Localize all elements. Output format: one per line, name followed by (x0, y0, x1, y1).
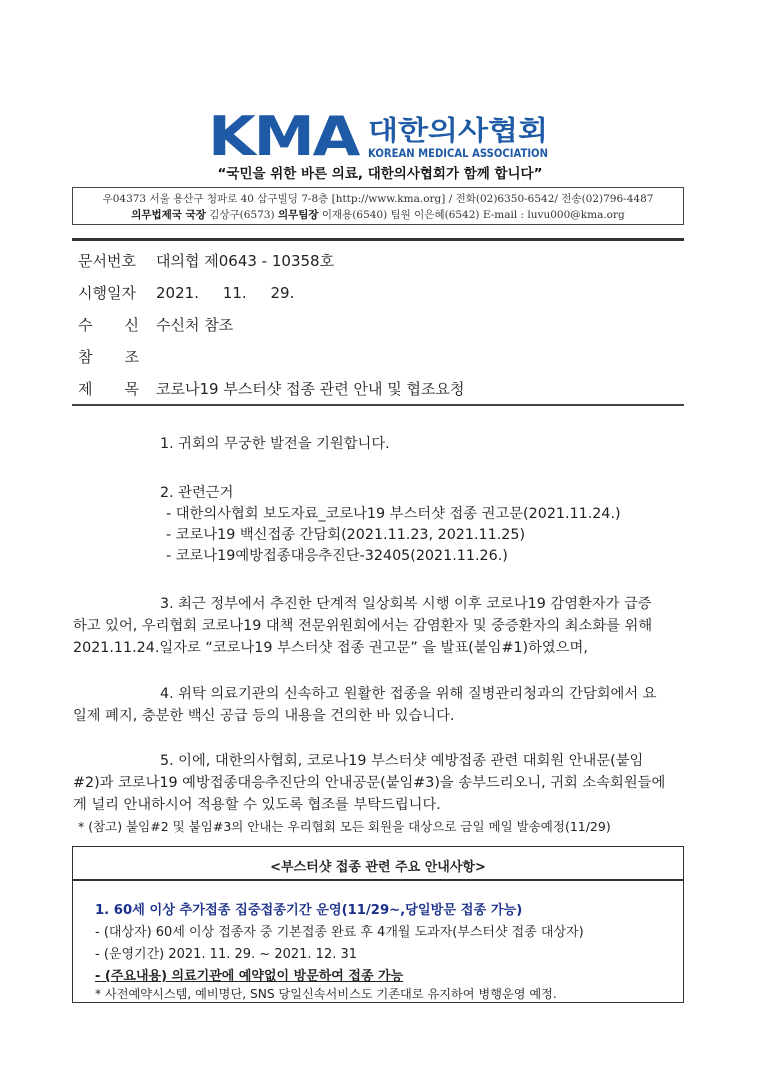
address-line: 우04373 서울 용산구 청파로 40 삼구빌딩 7-8층 [http://www.kma.org] / 전화(02)6350-6542/ 전송(02)796-4487 (102, 193, 654, 205)
subject-row (78, 378, 465, 399)
address-box (72, 187, 684, 225)
notice-line: - (운영기간) 2021. 11. 29. ~ 2021. 12. 31 (95, 947, 358, 962)
paragraph-4-line: 일제 폐지, 충분한 백신 공급 등의 내용을 건의한 바 있습니다. (73, 708, 455, 724)
contact-chief-title: 의무법제국 국장 (131, 209, 206, 221)
contact-director-title: 의무팀장 (277, 209, 319, 221)
notice-line: - (대상자) 60세 이상 접종자 중 기본접종 완료 후 4개월 도과자(부스터샷 접종 대상자) (95, 925, 584, 940)
divider (73, 879, 683, 881)
reference-note: * (참고) 붙임#2 및 붙임#3의 안내는 우리협회 모든 회원을 대상으로 금일 메일 발송예정(11/29) (78, 819, 611, 834)
reference-row (78, 346, 156, 367)
paragraph-3-line: 3. 최근 정부에서 추진한 단계적 일상회복 시행 이후 코로나19 감염환자가 급증 (160, 596, 652, 612)
contact-line (73, 207, 683, 222)
list-item: - 대한의사협회 보도자료_코로나19 부스터샷 접종 권고문(2021.11.24.) (166, 506, 621, 522)
logo-kma-letters: KMA (208, 105, 361, 168)
date-label: 시행일자 (78, 284, 136, 302)
recipient-value: 수신처 참조 (156, 316, 234, 334)
divider (72, 404, 684, 406)
paragraph-3-line: 2021.11.24.일자로 “코로나19 부스터샷 접종 권고문” 을 발표(붙임#1)하였으며, (73, 640, 588, 656)
divider (72, 238, 684, 241)
paragraph-4-line: 4. 위탁 의료기관의 신속하고 원활한 접종을 위해 질병관리청과의 간담회에서 요 (160, 686, 657, 702)
contact-rest: 이재용(6540) 팀원 이은혜(6542) E-mail : luvu000@kma.org (321, 209, 625, 221)
kma-logo (208, 105, 553, 168)
notice-box (72, 846, 684, 1003)
logo-org-name-en: KOREAN MEDICAL ASSOCIATION (368, 146, 548, 160)
reference-label-b: 조 (124, 348, 139, 366)
date-value: 2021. 11. 29. (156, 284, 295, 302)
contact-chief: 김상구(6573) (209, 209, 275, 221)
doc-number-label: 문서번호 (78, 252, 136, 270)
paragraph-5-line: 5. 이에, 대한의사협회, 코로나19 부스터샷 예방접종 관련 대회원 안내문(붙임 (160, 753, 644, 769)
recipient-row (78, 314, 233, 335)
date-row (78, 282, 294, 303)
paragraph-5-line: 게 널리 안내하시어 적용할 수 있도록 협조를 부탁드립니다. (73, 797, 441, 813)
paragraph-3-line: 하고 있어, 우리협회 코로나19 대책 전문위원회에서는 감염환자 및 중증환자의 최소화를 위해 (73, 618, 653, 634)
paragraph-5-line: #2)과 코로나19 예방접종대응추진단의 안내공문(붙임#3)을 송부드리오니, 귀회 소속회원들에 (73, 775, 666, 791)
notice-note: * 사전예약시스템, 예비명단, SNS 당일신속서비스도 기존대로 유지하여 병행운영 예정. (95, 987, 557, 1001)
reference-label-a: 참 (78, 348, 93, 366)
slogan: “국민을 위한 바른 의료, 대한의사협회가 함께 합니다” (217, 166, 543, 182)
list-item: - 코로나19예방접종대응추진단-32405(2021.11.26.) (166, 548, 508, 564)
doc-number-row (78, 250, 334, 271)
subject-value: 코로나19 부스터샷 접종 관련 안내 및 협조요청 (156, 380, 465, 398)
logo-org-name-ko: 대한의사협회 (368, 116, 525, 147)
paragraph-1: 1. 귀회의 무궁한 발전을 기원합니다. (160, 436, 390, 452)
paragraph-2-title: 2. 관련근거 (160, 485, 234, 501)
list-item: - 코로나19 백신접종 간담회(2021.11.23, 2021.11.25) (166, 527, 526, 543)
recipient-label-b: 신 (124, 316, 139, 334)
recipient-label-a: 수 (78, 316, 93, 334)
notice-key-line: - (주요내용) 의료기관에 예약없이 방문하여 접종 가능 (95, 969, 404, 984)
notice-item-title: 1. 60세 이상 추가접종 집중접종기간 운영(11/29~,당일방문 접종 가능) (95, 903, 523, 918)
doc-number: 대의협 제0643 - 10358호 (156, 252, 335, 270)
subject-label-a: 제 (78, 380, 93, 398)
subject-label-b: 목 (124, 380, 139, 398)
notice-title: <부스터샷 접종 관련 주요 안내사항> (270, 860, 486, 875)
